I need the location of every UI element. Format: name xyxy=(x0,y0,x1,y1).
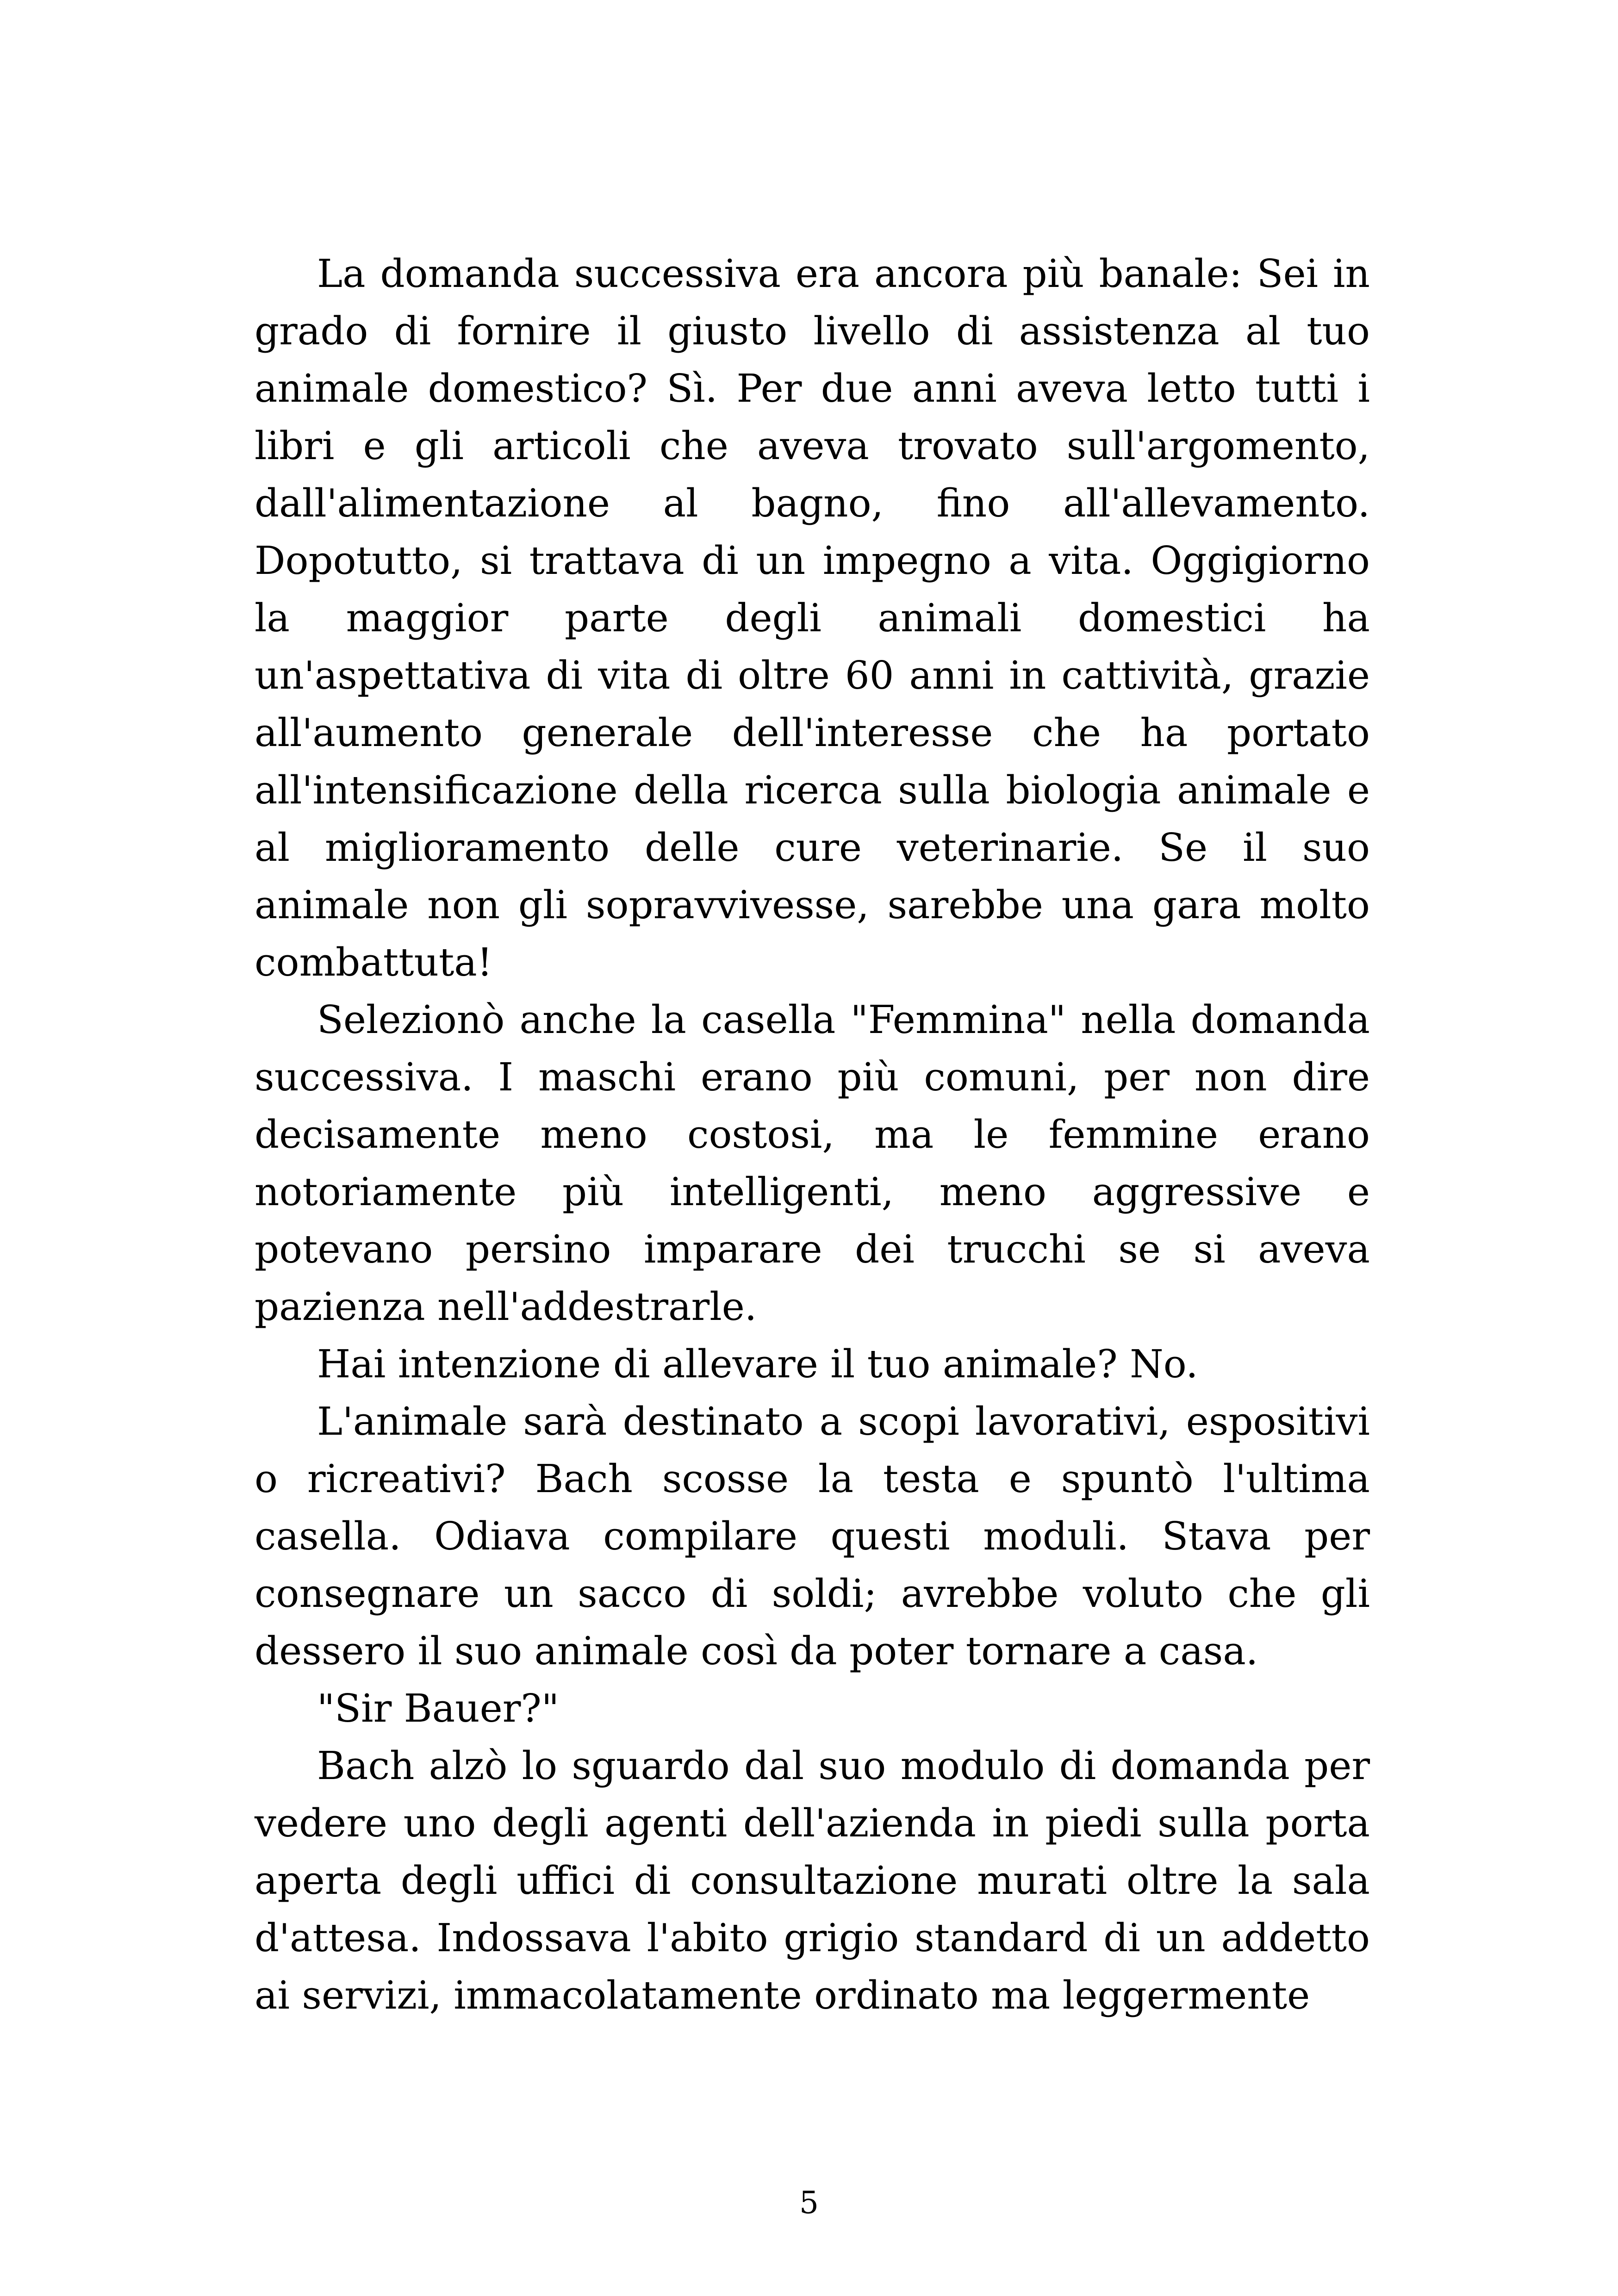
paragraph-5: "Sir Bauer?" xyxy=(317,1686,560,1731)
paragraph-3: Hai intenzione di allevare il tuo animale? No. xyxy=(317,1342,1198,1387)
page-number: 5 xyxy=(799,2185,819,2221)
paragraph-6: Bach alzò lo sguardo dal suo modulo di domanda per vedere uno degli agenti dell'azienda in piedi sulla porta aperta degli uffici di consultazione murati oltre la sala d'attesa. Indossava l'abito grigio standard di un addetto ai servizi, immacolatamente ordinato ma leggermente xyxy=(255,1743,1370,2018)
paragraph-1: La domanda successiva era ancora più banale: Sei in grado di fornire il giusto livello di assistenza al tuo animale domestico? Sì. Per due anni aveva letto tutti i libri e gli articoli che aveva trovato sull'argomento, dall'alimentazione al bagno, fino all'allevamento. Dopotutto, si trattava di un impegno a vita. Oggigiorno la maggior parte degli animali domestici ha un'aspettativa di vita di oltre 60 anni in cattività, grazie all'aumento generale dell'interesse che ha portato all'intensificazione della ricerca sulla biologia animale e al miglioramento delle cure veterinarie. Se il suo animale non gli sopravvivesse, sarebbe una gara molto combattuta! xyxy=(255,251,1370,985)
body-text xyxy=(255,245,1370,2024)
paragraph-2: Selezionò anche la casella "Femmina" nella domanda successiva. I maschi erano più comuni, per non dire decisamente meno costosi, ma le femmine erano notoriamente più intelligenti, meno aggressive e potevano persino imparare dei trucchi se si aveva pazienza nell'addestrarle. xyxy=(255,997,1370,1329)
paragraph-4: L'animale sarà destinato a scopi lavorativi, espositivi o ricreativi? Bach scosse la testa e spuntò l'ultima casella. Odiava compilare questi moduli. Stava per consegnare un sacco di soldi; avrebbe voluto che gli dessero il suo animale così da poter tornare a casa. xyxy=(255,1399,1370,1674)
